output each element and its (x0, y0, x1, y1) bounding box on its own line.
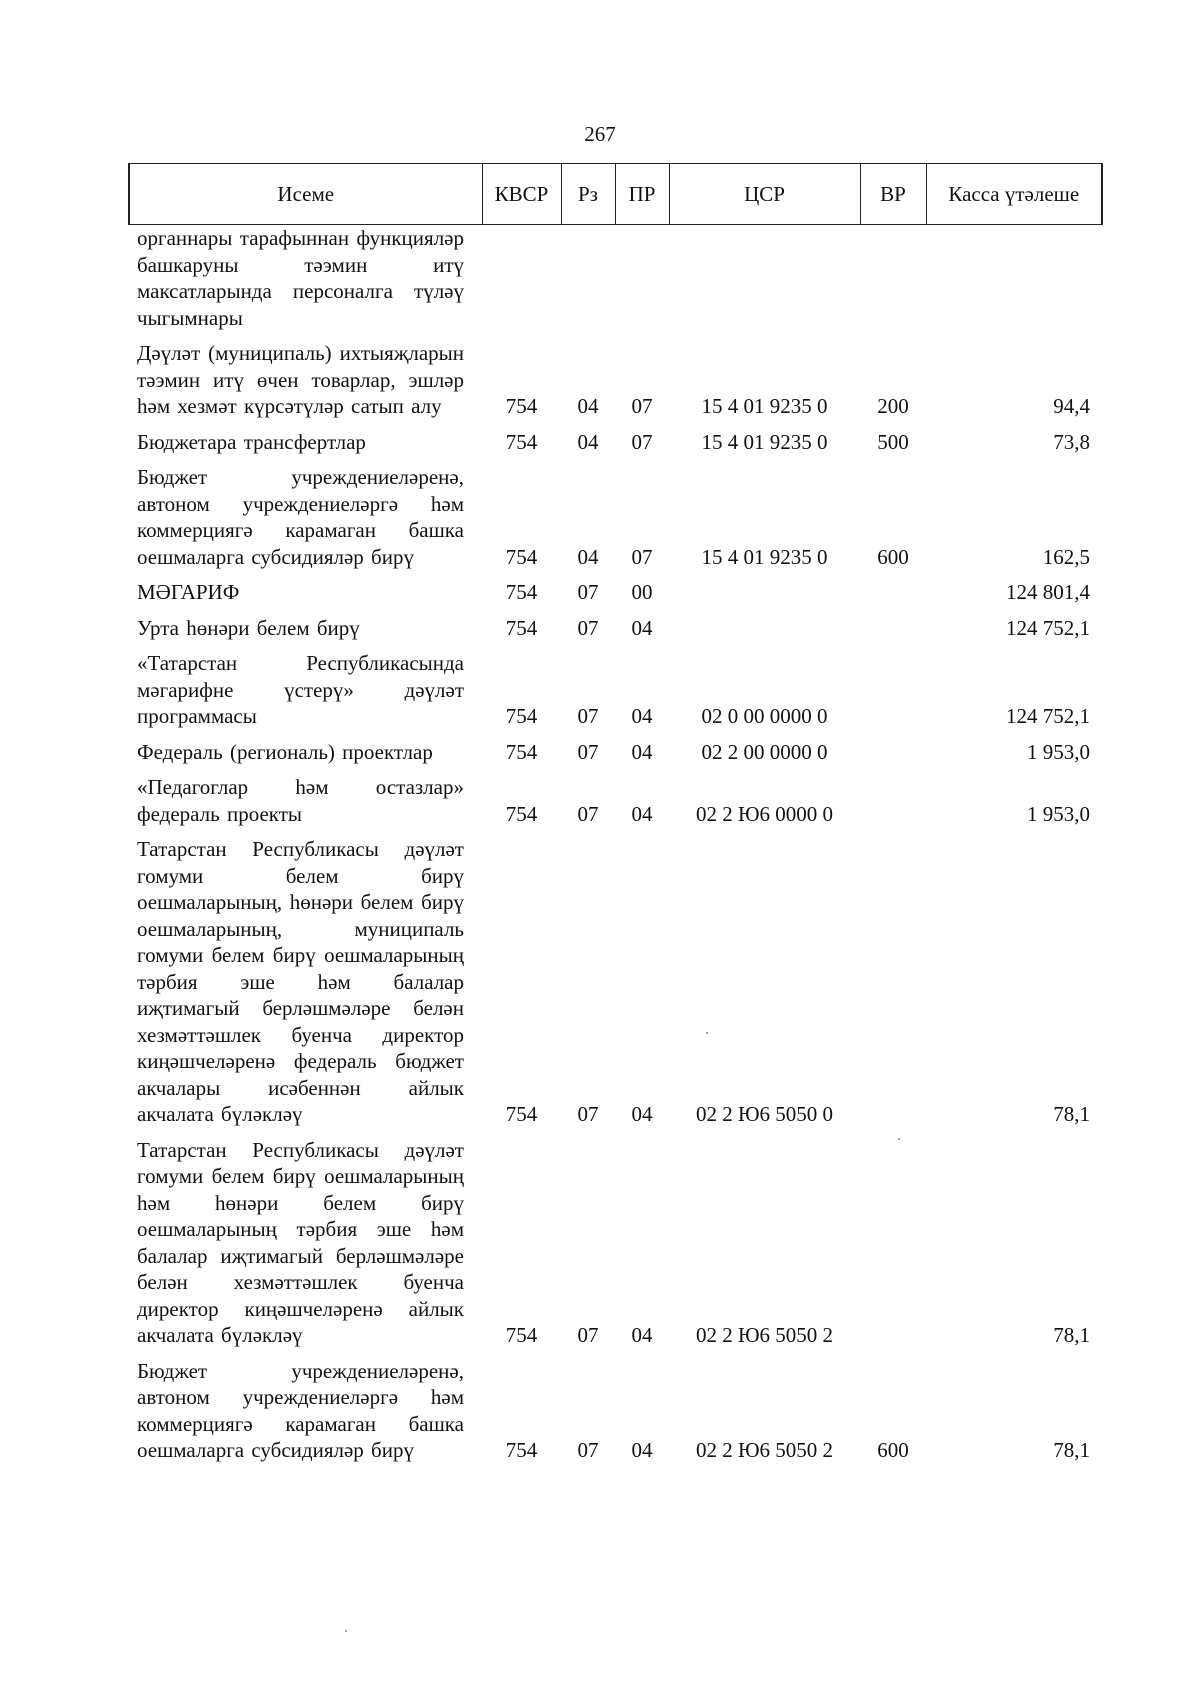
cell-vr (860, 646, 926, 735)
cell-rz (561, 225, 615, 337)
cell-csr: 02 2 Ю6 5050 2 (695, 1438, 834, 1462)
cell-amount: 162,5 (1042, 544, 1090, 569)
cell-csr: 15 4 01 9235 0 (701, 429, 828, 454)
page-number: 267 (584, 122, 616, 146)
cell-vr: 200 (877, 394, 909, 418)
cell-pr: 07 (631, 394, 653, 418)
cell-rz: 07 (577, 1102, 599, 1126)
cell-vr: 500 (877, 429, 909, 454)
cell-rz: 07 (577, 615, 599, 640)
cell-kvsr: 754 (505, 1438, 538, 1462)
cell-pr: 04 (631, 615, 653, 640)
table-row (129, 1354, 1102, 1469)
cell-name: Бюджет учреждениеләренә, автоном учреждениеләргә һәм коммерциягә карамаган башка оешмаларга субсидияләр бирү (137, 465, 464, 569)
scan-speck (345, 1630, 347, 1632)
cell-csr: 02 0 00 0000 0 (701, 704, 828, 728)
table-row (129, 832, 1102, 1133)
cell-vr (860, 225, 926, 337)
cell-pr: 04 (631, 1438, 653, 1462)
cell-kvsr: 754 (505, 544, 538, 569)
cell-vr (860, 832, 926, 1133)
header-amount: Касса үтәлеше (926, 164, 1102, 225)
cell-kvsr: 754 (505, 801, 538, 826)
cell-kvsr: 754 (505, 394, 538, 418)
table-row (129, 1133, 1102, 1354)
cell-name: Федераль (региональ) проектлар (137, 739, 433, 764)
table-row (129, 770, 1102, 832)
cell-pr: 04 (631, 801, 653, 826)
cell-vr (860, 735, 926, 771)
cell-vr: 600 (877, 1438, 909, 1462)
table-row (129, 225, 1102, 337)
table-row (129, 460, 1102, 575)
cell-rz: 07 (577, 1438, 599, 1462)
cell-amount: 78,1 (1053, 1438, 1090, 1462)
header-name: Исеме (129, 164, 482, 225)
cell-name: Бюджетара трансфертлар (137, 429, 366, 454)
cell-pr: 07 (631, 544, 653, 569)
table-body (129, 225, 1102, 1469)
table-row (129, 425, 1102, 461)
cell-amount: 124 801,4 (1006, 580, 1090, 604)
cell-name: Татарстан Республикасы дәүләт гомуми белем бирү оешмаларының, һөнәри белем бирү оешмаларының, муниципаль гомуми белем бирү оешмаларының тәрбия эше һәм балалар иҗтимагый берләшмәләре белән хезмәттәшлек буенча директор киңәшчеләренә федераль бюджет акчалары исәбеннән айлык акчалата бүләкләү (137, 837, 464, 1126)
scan-speck (898, 1138, 900, 1140)
cell-name: Бюджет учреждениеләренә, автоном учреждениеләргә һәм коммерциягә карамаган башка оешмаларга субсидияләр бирү (137, 1358, 464, 1462)
cell-csr: 02 2 Ю6 5050 0 (695, 1102, 834, 1126)
cell-amount: 1 953,0 (1027, 801, 1090, 826)
cell-amount (926, 225, 1102, 337)
header-vr: ВР (860, 164, 926, 225)
cell-pr: 04 (631, 704, 653, 728)
cell-kvsr: 754 (505, 704, 538, 728)
cell-name: Урта һөнәри белем бирү (137, 615, 360, 640)
cell-name: «Татарстан Республикасында мәгарифне үстерү» дәүләт программасы (137, 651, 464, 728)
cell-pr: 00 (631, 580, 653, 604)
cell-csr (669, 611, 860, 647)
cell-csr: 15 4 01 9235 0 (701, 544, 828, 569)
cell-kvsr (482, 225, 561, 337)
cell-vr (860, 770, 926, 832)
table-row (129, 735, 1102, 771)
cell-rz: 04 (577, 394, 599, 418)
table-row (129, 646, 1102, 735)
cell-rz: 07 (577, 739, 599, 764)
cell-csr: 02 2 00 0000 0 (701, 739, 828, 764)
cell-amount: 124 752,1 (1006, 704, 1090, 728)
cell-amount: 78,1 (1053, 1323, 1090, 1347)
cell-name: «Педагоглар һәм остазлар» федераль проекты (137, 775, 464, 826)
cell-rz: 07 (577, 704, 599, 728)
cell-name: Дәүләт (муниципаль) ихтыяҗларын тәэмин итү өчен товарлар, эшләр һәм хезмәт күрсәтүләр сатып алу (137, 341, 464, 418)
cell-vr: 600 (877, 544, 909, 569)
cell-kvsr: 754 (505, 429, 538, 454)
cell-pr: 04 (631, 1323, 653, 1347)
cell-csr (669, 575, 860, 611)
cell-csr: 15 4 01 9235 0 (701, 394, 828, 418)
cell-kvsr: 754 (505, 615, 538, 640)
cell-pr: 04 (631, 739, 653, 764)
scan-speck (706, 1032, 708, 1034)
cell-csr: 02 2 Ю6 5050 2 (695, 1323, 834, 1347)
cell-kvsr: 754 (505, 580, 538, 604)
header-csr: ЦСР (669, 164, 860, 225)
cell-name: МӘГАРИФ (137, 580, 240, 604)
table-row (129, 611, 1102, 647)
cell-name: Татарстан Республикасы дәүләт гомуми белем бирү оешмаларының һәм һөнәри белем бирү оешмаларының тәрбия эше һәм балалар иҗтимагый берләшмәләре белән хезмәттәшлек буенча директор киңәшчеләренә айлык акчалата бүләкләү (137, 1137, 464, 1347)
cell-rz: 07 (577, 580, 599, 604)
cell-vr (860, 1133, 926, 1354)
cell-rz: 04 (577, 429, 599, 454)
header-rz: Рз (561, 164, 615, 225)
cell-amount: 124 752,1 (1006, 615, 1090, 640)
cell-pr: 04 (631, 1102, 653, 1126)
table-header (129, 164, 1102, 225)
cell-rz: 04 (577, 544, 599, 569)
cell-name: органнары тарафыннан функцияләр башкаруны тәэмин итү максатларында персоналга түләү чыгымнары (137, 226, 464, 330)
table-row (129, 575, 1102, 611)
table-row (129, 336, 1102, 425)
cell-kvsr: 754 (505, 739, 538, 764)
cell-amount: 94,4 (1053, 394, 1090, 418)
cell-pr: 07 (631, 429, 653, 454)
cell-amount: 1 953,0 (1027, 739, 1090, 764)
cell-csr: 02 2 Ю6 0000 0 (695, 801, 834, 826)
cell-rz: 07 (577, 801, 599, 826)
cell-kvsr: 754 (505, 1102, 538, 1126)
cell-csr (669, 225, 860, 337)
header-kvsr: КВСР (482, 164, 561, 225)
cell-kvsr: 754 (505, 1323, 538, 1347)
cell-pr (615, 225, 669, 337)
cell-rz: 07 (577, 1323, 599, 1347)
cell-amount: 78,1 (1053, 1102, 1090, 1126)
cell-vr (860, 575, 926, 611)
cell-amount: 73,8 (1053, 429, 1090, 454)
header-pr: ПР (615, 164, 669, 225)
budget-execution-table (128, 163, 1103, 1469)
cell-vr (860, 611, 926, 647)
